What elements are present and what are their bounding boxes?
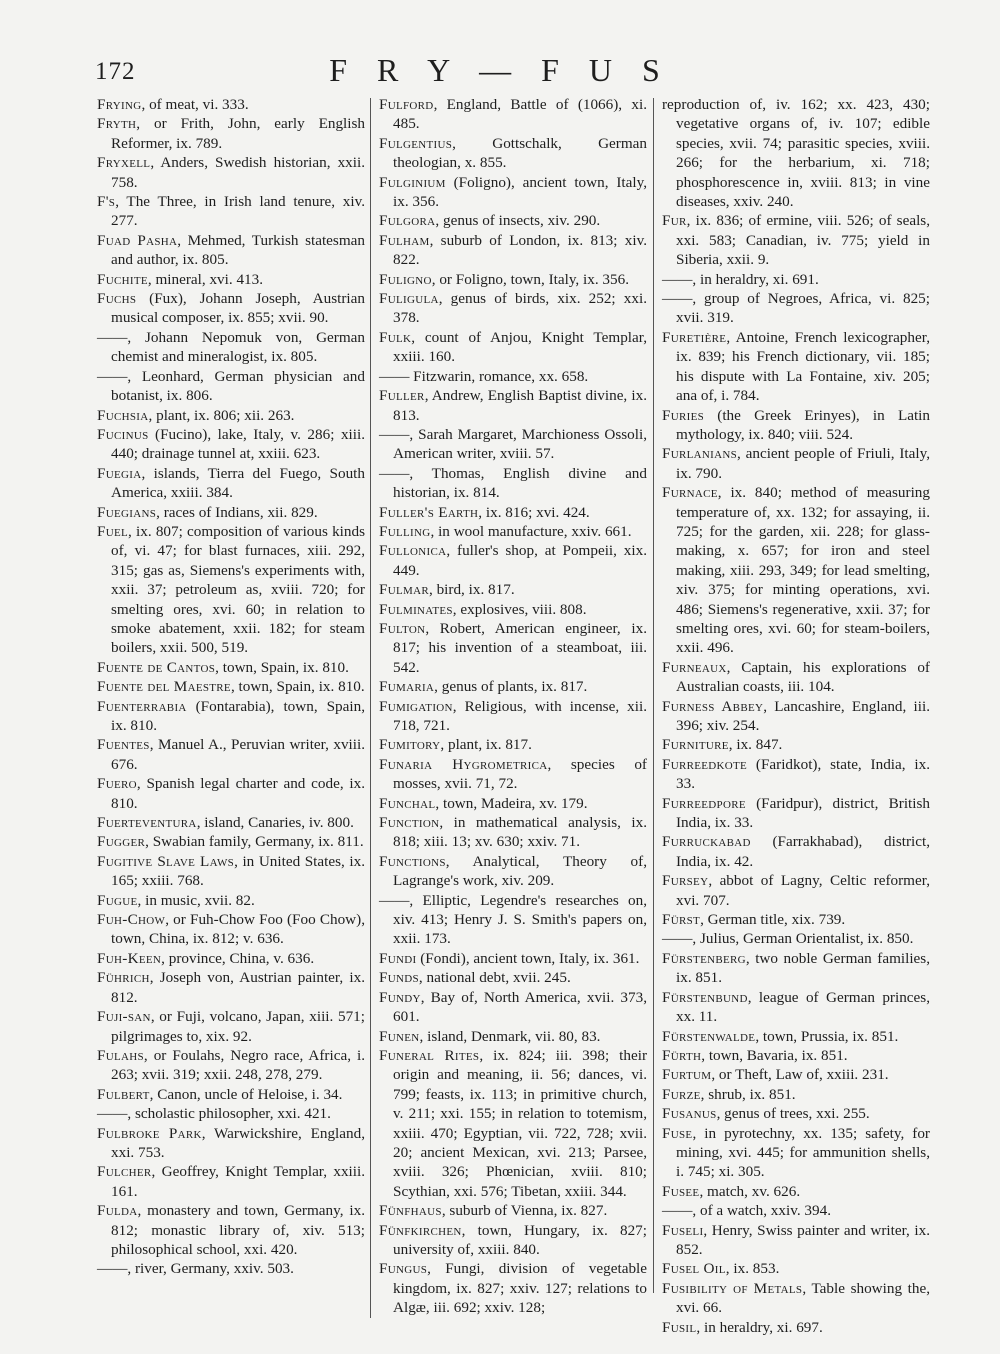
index-headword: Fürst: [662, 911, 701, 929]
index-reference: , German title, xix. 739.: [700, 911, 846, 929]
index-entry: [379, 425, 647, 464]
index-reference: , ix. 816; xvi. 424.: [478, 503, 590, 521]
index-reference: (Fontarabia), town, Spain, ix. 810.: [111, 697, 365, 734]
index-reference: , island, Canaries, iv. 800.: [196, 814, 354, 832]
index-entry: [379, 1221, 647, 1260]
index-reference: , national debt, xvii. 245.: [418, 969, 571, 987]
index-headword: Fuh-Chow: [97, 911, 166, 929]
index-reference: , ancient people of Friuli, Italy, ix. 790.: [676, 445, 930, 482]
index-entry: [379, 367, 647, 386]
index-reference: , Andrew, English Baptist divine, ix. 813.: [393, 387, 647, 424]
index-reference: , Geoffrey, Knight Templar, xxiii. 161.: [111, 1163, 365, 1200]
index-entry: [97, 1259, 365, 1278]
index-entry: [97, 891, 365, 910]
index-reference: , Warwickshire, England, xxi. 753.: [111, 1124, 365, 1161]
index-headword: Fulminates: [379, 600, 453, 618]
index-headword: Fulda: [97, 1202, 138, 1220]
index-reference: , abbot of Lagny, Celtic reformer, xvi. 707.: [676, 872, 930, 909]
index-reference: (Faridkot), state, India, ix. 33.: [676, 755, 930, 793]
index-headword: Fucinus: [97, 425, 149, 443]
index-reference: , ix. 807; composition of various kinds of, vi. 47; for blast furnaces, xiii. 292, 315; gas as, Siemens's experiments with, xxii. 37; petroleum as, xviii. 720; for smelting ores, xvi. 60; in relation to smoke abatement, xxii. 182; for steam boilers, xxii. 500, 519.: [111, 522, 365, 657]
index-headword: Fulbroke Park: [97, 1124, 202, 1142]
index-entry: [662, 1065, 930, 1084]
index-entry: [379, 464, 647, 503]
index-reference: , town, Spain, ix. 810.: [230, 678, 365, 696]
index-reference: , Antoine, French lexicographer, ix. 839; his French dictionary, vii. 185; his dispute with La Fontaine, xiv. 205; ana of, i. 784.: [676, 328, 930, 405]
index-headword: Fulbert: [97, 1085, 150, 1103]
index-headword: Fünfkirchen: [379, 1221, 462, 1239]
index-reference: , Spanish legal charter and code, ix. 810.: [111, 775, 365, 812]
index-entry: [662, 444, 930, 483]
index-entry: [662, 1221, 930, 1260]
index-column-3: [662, 95, 930, 1337]
index-entry: [379, 949, 647, 968]
index-entry: [379, 677, 647, 696]
index-reference: , Table showing the, xvi. 66.: [676, 1279, 930, 1317]
index-reference: , fuller's shop, at Pompeii, xix. 449.: [393, 542, 647, 579]
index-entry: [379, 173, 647, 212]
index-entry: [97, 832, 365, 851]
index-reference: , or Foulahs, Negro race, Africa, i. 263; xvii. 319; xxii. 248, 278, 279.: [111, 1046, 365, 1084]
index-reference: , province, China, v. 636.: [161, 949, 315, 967]
index-headword: Funaria Hygrometrica: [379, 755, 548, 773]
index-entry: [379, 697, 647, 736]
index-headword: Fuller: [379, 387, 425, 405]
index-entry: [379, 541, 647, 580]
index-column-1: [97, 95, 365, 1279]
index-headword: Fürth: [662, 1046, 702, 1064]
index-reference: reproduction of, iv. 162; xx. 423, 430; vegetative organs of, iv. 107; edible species, xvii. 74; parasitic species, xviii. 266; for the herbarium, xi. 718; phosphorescence in, xviii. 813; in vine diseases, xxiv. 240.: [662, 96, 930, 211]
index-column-2: [379, 95, 647, 1318]
index-headword: Fuegians: [97, 503, 157, 521]
index-entry: [379, 211, 647, 230]
index-headword: Fulgora: [379, 212, 436, 230]
index-entry: [379, 619, 647, 677]
index-headword: Furness Abbey: [662, 697, 764, 715]
index-reference: , ix. 836; of ermine, viii. 526; of seals, xxi. 583; Canadian, iv. 775; yield in Siberia, xxii. 9.: [676, 212, 930, 269]
index-headword: Fusel Oil: [662, 1260, 726, 1278]
index-entry: [97, 1104, 365, 1123]
index-headword: Fuse: [662, 1124, 693, 1142]
index-entry: [379, 1027, 647, 1046]
index-entry: [97, 114, 365, 153]
index-reference: ——, Leonhard, German physician and botanist, ix. 806.: [97, 367, 365, 405]
index-entry: [379, 1259, 647, 1317]
index-entry: [97, 1046, 365, 1085]
index-headword: Funchal: [379, 794, 436, 812]
index-headword: F's: [97, 193, 116, 211]
index-entry: [662, 1318, 930, 1337]
index-reference: , genus of birds, xix. 252; xxi. 378.: [393, 290, 647, 327]
index-entry: [662, 871, 930, 910]
index-entry: [662, 658, 930, 697]
index-reference: , ix. 824; iii. 398; their origin and meaning, ii. 56; dances, vi. 799; feasts, ix. 113; in primitive church, v. 211; xxi. 155; in relation to totemism, xxiii. 470; Egyptian, vii. 722, 728; xvii. 20; ancient Mexican, xvi. 213; Parsee, xviii. 326; Phœnician, xviii. 810; Scythian, xxi. 576; Tibetan, xxiii. 344.: [393, 1046, 647, 1200]
index-reference: , town, Bavaria, ix. 851.: [701, 1046, 848, 1064]
index-headword: Fuerteventura: [97, 814, 197, 832]
index-headword: Fuel: [97, 522, 129, 540]
index-reference: , ix. 853.: [725, 1260, 780, 1278]
index-entry: [662, 832, 930, 871]
index-entry: [379, 988, 647, 1027]
index-headword: Fürstenberg: [662, 949, 746, 967]
index-reference: , town, Prussia, ix. 851.: [755, 1027, 899, 1045]
index-entry: [379, 1201, 647, 1220]
index-entry: [662, 95, 930, 211]
index-headword: Fünfhaus: [379, 1202, 442, 1220]
index-reference: , mineral, xvi. 413.: [147, 270, 264, 288]
index-headword: Fundi: [379, 949, 417, 967]
index-entry: [97, 658, 365, 677]
index-entry: [97, 192, 365, 231]
index-reference: , of meat, vi. 333.: [141, 96, 249, 113]
index-headword: Fuji-san: [97, 1008, 151, 1026]
index-entry: [662, 328, 930, 406]
index-reference: ——, Johann Nepomuk von, German chemist and mineralogist, ix. 805.: [97, 328, 365, 366]
index-reference: ——, in heraldry, xi. 691.: [662, 270, 819, 288]
index-reference: ——, Thomas, English divine and historian, ix. 814.: [379, 464, 647, 502]
index-headword: Fur: [662, 212, 687, 230]
index-reference: , suburb of London, ix. 813; xiv. 822.: [393, 231, 647, 269]
index-reference: , bird, ix. 817.: [428, 581, 515, 599]
index-headword: Fusibility of Metals: [662, 1279, 803, 1297]
index-headword: Furnace: [662, 484, 718, 502]
index-headword: Fuchite: [97, 270, 148, 288]
index-entry: [97, 153, 365, 192]
index-reference: , in wool manufacture, xxiv. 661.: [430, 522, 632, 540]
index-reference: , Mehmed, Turkish statesman and author, ix. 805.: [111, 231, 365, 269]
index-headword: Fürstenwalde: [662, 1027, 756, 1045]
index-headword: Funen: [379, 1027, 420, 1045]
index-reference: , count of Anjou, Knight Templar, xxiii. 160.: [393, 328, 647, 366]
index-headword: Fusee: [662, 1182, 700, 1200]
index-reference: , islands, Tierra del Fuego, South America, xxiii. 384.: [111, 464, 365, 502]
index-reference: , in mathematical analysis, ix. 818; xiii. 13; xv. 630; xxiv. 71.: [393, 814, 647, 851]
index-reference: ——, of a watch, xxiv. 394.: [662, 1202, 831, 1220]
index-entry: [97, 968, 365, 1007]
index-entry: [97, 95, 365, 114]
index-entry: [97, 328, 365, 367]
index-entry: [379, 794, 647, 813]
index-reference: , Lancashire, England, iii. 396; xiv. 254.: [676, 697, 931, 734]
index-entry: [662, 406, 930, 445]
index-reference: ——, Julius, German Orientalist, ix. 850.: [662, 930, 914, 948]
index-headword: Furtum: [662, 1066, 712, 1084]
index-reference: , Gottschalk, German theologian, x. 855.: [393, 134, 647, 172]
index-entry: [97, 503, 365, 522]
index-entry: [97, 735, 365, 774]
column-rule: [370, 98, 371, 1318]
index-entry: [379, 328, 647, 367]
index-reference: , genus of trees, xxi. 255.: [716, 1105, 870, 1123]
index-reference: , or Fuji, volcano, Japan, xiii. 571; pilgrimages to, xix. 92.: [111, 1008, 365, 1045]
index-entry: [97, 852, 365, 891]
index-headword: Fusil: [662, 1318, 697, 1336]
index-reference: , Joseph von, Austrian painter, ix. 812.: [111, 969, 365, 1006]
index-headword: Furlanians: [662, 445, 738, 463]
index-entry: [97, 367, 365, 406]
index-entry: [662, 1124, 930, 1182]
index-entry: [662, 1259, 930, 1278]
index-entry: [97, 1085, 365, 1104]
index-reference: , or Fuh-Chow Foo (Foo Chow), town, China, ix. 812; v. 636.: [111, 911, 365, 948]
index-headword: Furreedkote: [662, 755, 748, 773]
index-reference: , two noble German families, ix. 851.: [676, 949, 930, 987]
index-headword: Fuenterrabia: [97, 697, 187, 715]
index-entry: [662, 1182, 930, 1201]
index-entry: [662, 929, 930, 948]
index-entry: [662, 211, 930, 269]
index-reference: , or Frith, John, early English Reformer, ix. 789.: [111, 115, 365, 152]
index-reference: , island, Denmark, vii. 80, 83.: [419, 1027, 601, 1045]
index-entry: [662, 910, 930, 929]
index-headword: Fulton: [379, 619, 426, 637]
index-headword: Fulcher: [97, 1163, 152, 1181]
index-entry: [662, 949, 930, 988]
index-entry: [97, 1007, 365, 1046]
index-reference: , Robert, American engineer, ix. 817; his invention of a steamboat, iii. 542.: [393, 619, 647, 676]
index-reference: , genus of insects, xiv. 290.: [435, 212, 601, 230]
index-entry: [662, 1085, 930, 1104]
index-reference: , plant, ix. 806; xii. 263.: [148, 406, 295, 424]
index-entry: [97, 522, 365, 658]
index-headword: Fuentes: [97, 736, 150, 754]
index-reference: , in music, xvii. 82.: [137, 891, 255, 909]
index-headword: Führich: [97, 969, 150, 987]
index-reference: ——, river, Germany, xxiv. 503.: [97, 1260, 294, 1278]
index-entry: [662, 697, 930, 736]
index-reference: , explosives, viii. 808.: [452, 600, 587, 618]
index-entry: [379, 813, 647, 852]
index-headword: Functions: [379, 852, 446, 870]
index-headword: Fuero: [97, 775, 137, 793]
index-reference: ——, Sarah Margaret, Marchioness Ossoli, American writer, xviii. 57.: [379, 425, 647, 463]
index-entry: [97, 406, 365, 425]
index-entry: [97, 1201, 365, 1259]
index-headword: Fugue: [97, 891, 138, 909]
index-reference: , town, Hungary, ix. 827; university of, xxiii. 840.: [393, 1221, 647, 1258]
index-reference: , Henry, Swiss painter and writer, ix. 852.: [676, 1221, 930, 1258]
index-entry: [97, 425, 365, 464]
index-reference: , in heraldry, xi. 697.: [696, 1318, 823, 1336]
running-head: F R Y — F U S: [329, 52, 671, 88]
index-entry: [97, 231, 365, 270]
index-reference: , species of mosses, xvii. 71, 72.: [393, 755, 647, 793]
index-reference: , Manuel A., Peruvian writer, xviii. 676.: [111, 736, 365, 773]
index-reference: , league of German princes, xx. 11.: [676, 988, 930, 1026]
index-entry: [97, 949, 365, 968]
index-headword: Fulginium: [379, 173, 446, 191]
index-reference: , or Theft, Law of, xxiii. 231.: [711, 1066, 889, 1084]
index-headword: Furruckabad: [662, 833, 751, 851]
index-headword: Fuligula: [379, 290, 439, 308]
index-entry: [97, 1162, 365, 1201]
index-entry: [379, 580, 647, 599]
index-reference: (Farrakhabad), district, India, ix. 42.: [676, 833, 930, 870]
index-headword: Frying: [97, 96, 142, 113]
index-headword: Furneaux: [662, 658, 727, 676]
index-entry: [379, 755, 647, 794]
index-entry: [662, 1104, 930, 1123]
page-number: 172: [95, 58, 136, 85]
index-entry: [662, 794, 930, 833]
index-headword: Fuente de Cantos: [97, 658, 216, 676]
index-headword: Fryth: [97, 115, 137, 133]
index-reference: ——, scholastic philosopher, xxi. 421.: [97, 1105, 331, 1123]
index-entry: [379, 134, 647, 173]
index-reference: , England, Battle of (1066), xi. 485.: [393, 96, 647, 133]
index-reference: , match, xv. 626.: [699, 1182, 801, 1200]
index-headword: Fusanus: [662, 1105, 717, 1123]
index-reference: , Fungi, division of vegetable kingdom, ix. 827; xxiv. 127; relations to Algæ, iii. 692; xxiv. 128;: [393, 1260, 647, 1317]
index-entry: [379, 735, 647, 754]
index-headword: Fürstenbund: [662, 988, 748, 1006]
index-reference: —— Fitzwarin, romance, xx. 658.: [379, 367, 589, 385]
index-headword: Fulmar: [379, 581, 429, 599]
index-entry: [662, 755, 930, 794]
index-headword: Fulford: [379, 96, 434, 113]
index-headword: Fuller's Earth: [379, 503, 479, 521]
index-entry: [379, 95, 647, 134]
index-headword: Fulahs: [97, 1046, 144, 1064]
index-headword: Fulgentius: [379, 134, 453, 152]
index-headword: Furies: [662, 406, 705, 424]
index-headword: Fuligno: [379, 270, 432, 288]
index-entry: [97, 270, 365, 289]
index-reference: (Fondi), ancient town, Italy, ix. 361.: [416, 949, 640, 967]
index-headword: Fursey: [662, 872, 709, 890]
index-entry: [662, 1027, 930, 1046]
index-reference: , plant, ix. 817.: [440, 736, 532, 754]
index-reference: , The Three, in Irish land tenure, xiv. 277.: [111, 193, 365, 230]
index-headword: Furniture: [662, 736, 729, 754]
index-entry: [662, 1201, 930, 1220]
index-reference: , town, Spain, ix. 810.: [215, 658, 349, 676]
index-reference: , ix. 840; method of measuring temperature of, xx. 132; for assaying, ii. 725; for the garden, xii. 228; for glass-making, x. 657; for iron and steel making, xiii. 293, 349; for lead smelting, xiv. 375; for minting operations, xvi. 486; Siemens's regenerative, xxii. 37; for smelting ores, xvi. 60; for steam-boilers, xxii. 496.: [676, 484, 930, 657]
index-entry: [662, 270, 930, 289]
index-headword: Fulham: [379, 231, 430, 249]
index-entry: [97, 289, 365, 328]
index-headword: Fumaria: [379, 678, 435, 696]
index-entry: [379, 852, 647, 891]
index-reference: , shrub, ix. 851.: [700, 1085, 796, 1103]
index-entry: [97, 464, 365, 503]
index-entry: [379, 522, 647, 541]
index-headword: Furze: [662, 1085, 701, 1103]
index-reference: , monastery and town, Germany, ix. 812; monastic library of, xiv. 513; philosophical school, xxi. 420.: [111, 1202, 365, 1258]
index-headword: Fulling: [379, 522, 431, 540]
index-headword: Fundy: [379, 988, 421, 1006]
index-headword: Fugitive Slave Laws: [97, 852, 235, 870]
index-headword: Fullonica: [379, 542, 447, 560]
index-reference: , Religious, with incense, xii. 718, 721.: [393, 697, 647, 734]
index-entry: [379, 600, 647, 619]
index-headword: Fugger: [97, 833, 146, 851]
index-reference: , races of Indians, xii. 829.: [156, 503, 318, 521]
index-headword: Fungus: [379, 1260, 428, 1278]
index-reference: , in pyrotechny, xx. 135; safety, for mining, xvi. 445; for ammunition shells, i. 745; xi. 305.: [676, 1124, 930, 1181]
index-entry: [97, 910, 365, 949]
index-entry: [662, 1279, 930, 1318]
index-entry: [97, 774, 365, 813]
index-headword: Fryxell: [97, 154, 151, 172]
index-headword: Funeral Rites: [379, 1046, 480, 1064]
index-reference: , Analytical, Theory of, Lagrange's work, xiv. 209.: [393, 852, 647, 890]
index-headword: Funds: [379, 969, 419, 987]
index-reference: (Fucino), lake, Italy, v. 286; xiii. 440; drainage tunnel at, xxiii. 623.: [111, 425, 365, 463]
index-entry: [97, 697, 365, 736]
index-entry: [662, 735, 930, 754]
index-entry: [379, 289, 647, 328]
index-headword: Function: [379, 814, 440, 832]
index-headword: Furreedpore: [662, 794, 746, 812]
index-entry: [662, 988, 930, 1027]
index-entry: [379, 968, 647, 987]
index-entry: [379, 231, 647, 270]
index-reference: , town, Madeira, xv. 179.: [435, 794, 588, 812]
index-reference: (Foligno), ancient town, Italy, ix. 356.: [393, 173, 647, 211]
index-entry: [662, 483, 930, 658]
index-entry: [379, 386, 647, 425]
index-reference: ——, group of Negroes, Africa, vi. 825; xvii. 319.: [662, 290, 930, 327]
index-entry: [379, 270, 647, 289]
index-reference: , Canon, uncle of Heloise, i. 34.: [149, 1085, 343, 1103]
index-reference: ——, Elliptic, Legendre's researches on, xiv. 413; Henry J. S. Smith's papers on, xxii. 173.: [379, 891, 647, 948]
index-reference: , Swabian family, Germany, ix. 811.: [145, 833, 364, 851]
index-headword: Fumitory: [379, 736, 441, 754]
index-reference: , genus of plants, ix. 817.: [434, 678, 588, 696]
index-entry: [97, 677, 365, 696]
index-headword: Fuh-Keen: [97, 949, 162, 967]
index-entry: [97, 813, 365, 832]
column-rule: [653, 98, 654, 1293]
index-reference: , Bay of, North America, xvii. 373, 601.: [393, 988, 647, 1026]
index-reference: (Fux), Johann Joseph, Austrian musical composer, ix. 855; xvii. 90.: [111, 290, 365, 327]
index-headword: Furetière: [662, 328, 727, 346]
index-entry: [379, 1046, 647, 1201]
index-headword: Fuad Pasha: [97, 231, 178, 249]
index-headword: Fuchs: [97, 290, 137, 308]
index-entry: [662, 1046, 930, 1065]
index-reference: (the Greek Erinyes), in Latin mythology, ix. 840; viii. 524.: [676, 406, 930, 443]
index-entry: [379, 503, 647, 522]
index-entry: [662, 289, 930, 328]
index-headword: Fuegia: [97, 464, 142, 482]
index-entry: [97, 1124, 365, 1163]
index-entry: [379, 891, 647, 949]
index-reference: , Captain, his explorations of Australian coasts, iii. 104.: [676, 658, 930, 696]
index-headword: Fuchsia: [97, 406, 149, 424]
index-reference: , in United States, ix. 165; xxiii. 768.: [111, 852, 365, 890]
index-headword: Fumigation: [379, 697, 453, 715]
index-headword: Fulk: [379, 328, 412, 346]
index-reference: , suburb of Vienna, ix. 827.: [441, 1202, 608, 1220]
index-reference: , Anders, Swedish historian, xxii. 758.: [111, 154, 365, 191]
index-headword: Fuente del Maestre: [97, 678, 231, 696]
index-reference: , or Foligno, town, Italy, ix. 356.: [431, 270, 630, 288]
index-reference: (Faridpur), district, British India, ix. 33.: [676, 794, 930, 832]
index-headword: Fuseli: [662, 1221, 704, 1239]
index-reference: , ix. 847.: [728, 736, 783, 754]
